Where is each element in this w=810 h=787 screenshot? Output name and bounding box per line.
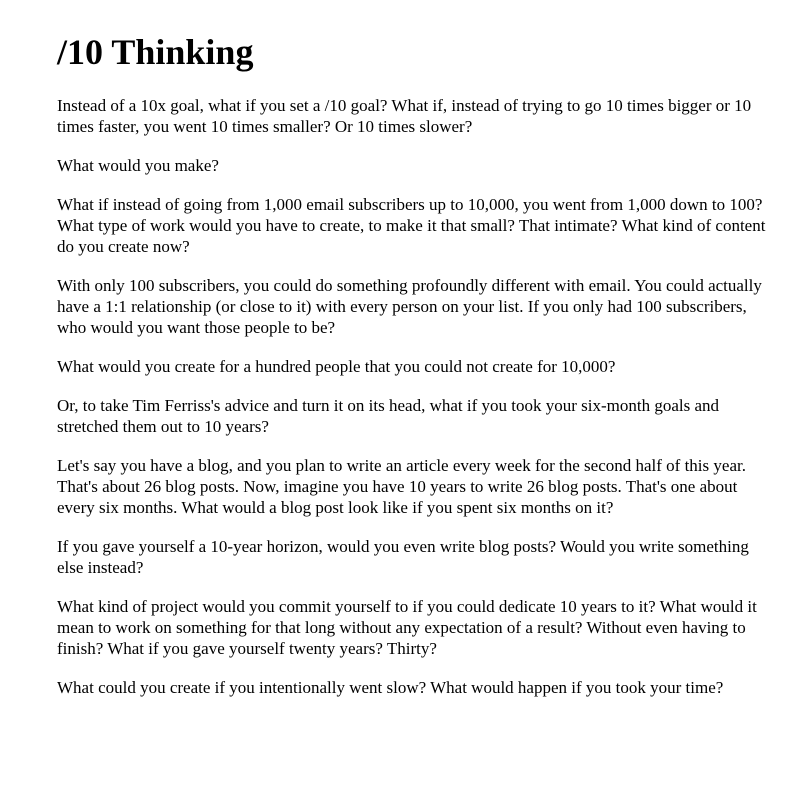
article-paragraph: Let's say you have a blog, and you plan to write an article every week for the second half of this year. That's about 26 blog posts. Now, imagine you have 10 years to write 26 blog posts. That's one about every six months. What would a blog post look like if you spent six months on it? [57, 456, 746, 517]
article-paragraph: What kind of project would you commit yourself to if you could dedicate 10 years to it? What would it mean to work on something for that long without any expectation of a result? Without even having to finish? What if you gave yourself twenty years? Thirty? [57, 597, 757, 658]
article-paragraph: If you gave yourself a 10-year horizon, would you even write blog posts? Would you write something else instead? [57, 537, 749, 577]
article-paragraph: What could you create if you intentionally went slow? What would happen if you took your time? [57, 678, 724, 697]
article-paragraph: Instead of a 10x goal, what if you set a /10 goal? What if, instead of trying to go 10 times bigger or 10 times faster, you went 10 times smaller? Or 10 times slower? [57, 96, 752, 136]
article-paragraph: What would you make? [57, 156, 219, 175]
article-paragraph: With only 100 subscribers, you could do something profoundly different with email. You could actually have a 1:1 relationship (or close to it) with every person on your list. If you only had 100 subscribers, who would you want those people to be? [57, 276, 762, 337]
article-title: /10 Thinking [57, 32, 254, 72]
article [57, 0, 769, 716]
article-paragraph: What if instead of going from 1,000 email subscribers up to 10,000, you went from 1,000 down to 100? What type of work would you have to create, to make it that small? That intimate? What kind of content do you create now? [57, 195, 766, 256]
article-paragraph: Or, to take Tim Ferriss's advice and turn it on its head, what if you took your six-month goals and stretched them out to 10 years? [57, 396, 720, 436]
article-body [57, 95, 769, 698]
article-paragraph: What would you create for a hundred people that you could not create for 10,000? [57, 357, 616, 376]
